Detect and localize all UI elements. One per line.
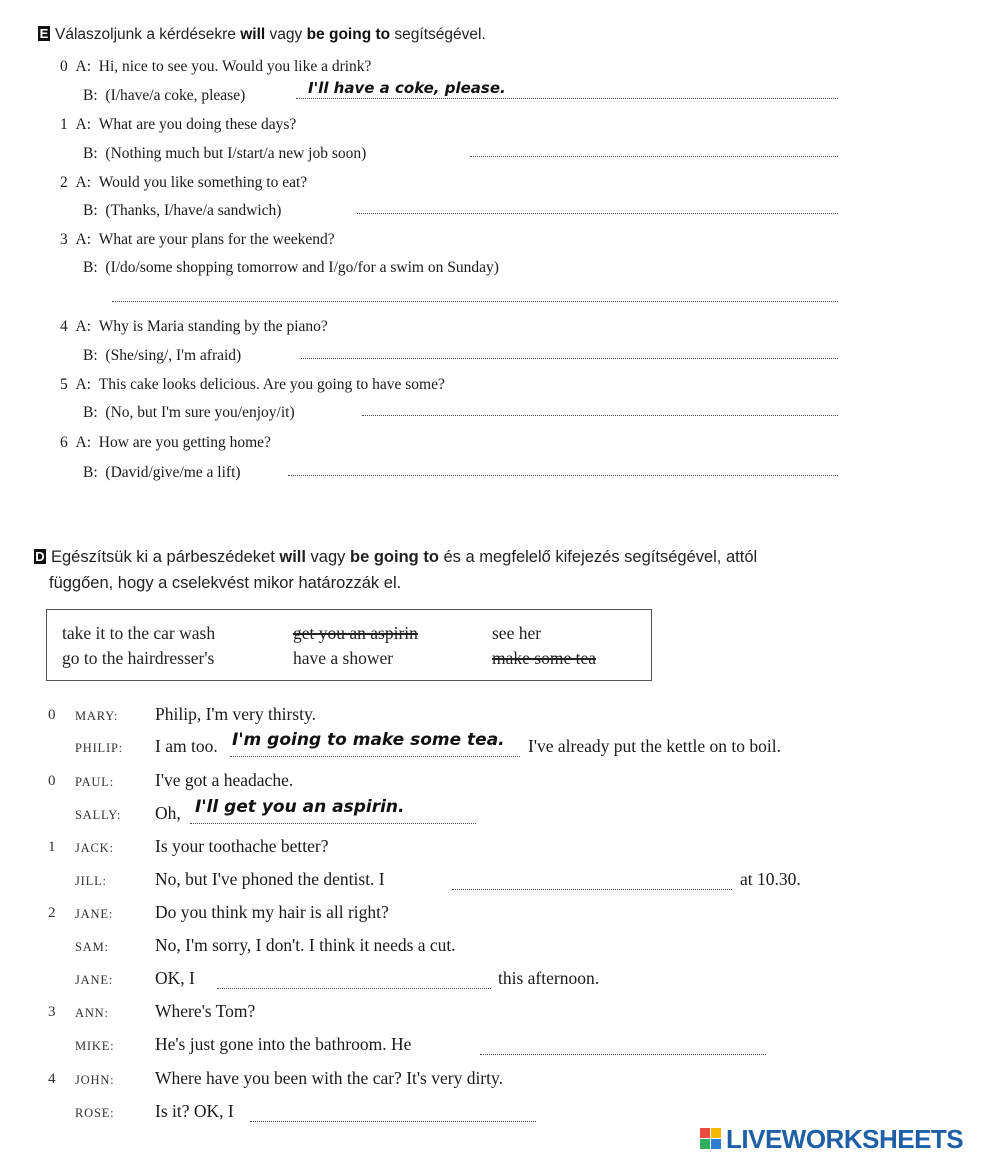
e-item-4-answer-field[interactable]: [301, 344, 838, 359]
d0-speaker-1: MARY:: [75, 709, 119, 723]
d0b-speaker-2: SALLY:: [75, 808, 122, 822]
d0-number: 0: [48, 707, 56, 723]
d0b-number: 0: [48, 773, 56, 789]
d2-answer-field[interactable]: [217, 974, 491, 989]
e-item-6-answer-field[interactable]: [288, 461, 838, 476]
e-item-2-prompt: B: (Thanks, I/have/a sandwich): [83, 202, 282, 219]
d2-line-3-post: this afternoon.: [498, 968, 600, 988]
d0-line-2-pre: I am too.: [155, 736, 218, 756]
e-item-1-prompt: B: (Nothing much but I/start/a new job soon): [83, 145, 367, 162]
exercise-d-letter-badge: D: [35, 549, 45, 564]
phrase-have-a-shower: have a shower: [293, 648, 394, 668]
d1-line-2-post: at 10.30.: [740, 869, 801, 889]
d1-line-1: Is your toothache better?: [155, 836, 329, 856]
d1-speaker-1: JACK:: [75, 841, 114, 855]
d0b-speaker-1: PAUL:: [75, 775, 114, 789]
e-item-4-prompt: B: (She/sing/, I'm afraid): [83, 347, 242, 364]
d0-line-1: Philip, I'm very thirsty.: [155, 704, 316, 724]
e-item-1-answer-field[interactable]: [470, 142, 838, 157]
d4-answer-field[interactable]: [250, 1107, 536, 1122]
d3-line-2-pre: He's just gone into the bathroom. He: [155, 1034, 412, 1054]
phrase-go-to-the-hairdressers: go to the hairdresser's: [62, 648, 215, 668]
exercise-e-letter-badge: E: [39, 26, 49, 41]
d3-line-1: Where's Tom?: [155, 1001, 256, 1021]
e-item-3-prompt: B: (I/do/some shopping tomorrow and I/go/for a swim on Sunday): [83, 259, 499, 276]
e-item-0-question: 0 A: Hi, nice to see you. Would you like a drink?: [60, 58, 372, 75]
phrase-take-it-to-the-car-wash: take it to the car wash: [62, 623, 216, 643]
d1-line-2-pre: No, but I've phoned the dentist. I: [155, 869, 385, 889]
e-item-6-prompt: B: (David/give/me a lift): [83, 464, 241, 481]
d0-line-2-post: I've already put the kettle on to boil.: [528, 736, 781, 756]
d2-line-2: No, I'm sorry, I don't. I think it needs a cut.: [155, 935, 456, 955]
d0b-answer-text: I'll get you an aspirin.: [195, 797, 405, 817]
e-item-5-question: 5 A: This cake looks delicious. Are you going to have some?: [60, 376, 445, 393]
d3-speaker-2: MIKE:: [75, 1039, 115, 1053]
e-item-4-question: 4 A: Why is Maria standing by the piano?: [60, 318, 328, 335]
d3-number: 3: [48, 1004, 56, 1020]
d0b-line-2-pre: Oh,: [155, 803, 181, 823]
exercise-d-instruction: D Egészítsük ki a párbeszédeket will vagy be going to és a megfelelő kifejezés segítségével, attól: [35, 548, 758, 566]
e-item-3-answer-field[interactable]: [112, 287, 838, 302]
d2-speaker-3: JANE:: [75, 973, 114, 987]
phrase-make-some-tea: make some tea: [492, 648, 596, 668]
phrase-box: [46, 609, 652, 681]
d4-speaker-2: ROSE:: [75, 1106, 115, 1120]
d0b-line-1: I've got a headache.: [155, 770, 294, 790]
e-item-1-question: 1 A: What are you doing these days?: [60, 116, 297, 133]
d3-answer-field[interactable]: [480, 1040, 766, 1055]
d1-answer-field[interactable]: [452, 875, 732, 890]
d0-speaker-2: PHILIP:: [75, 741, 123, 755]
d2-number: 2: [48, 905, 56, 921]
phrase-get-you-an-aspirin: get you an aspirin: [293, 623, 418, 643]
d2-line-1: Do you think my hair is all right?: [155, 902, 389, 922]
d3-speaker-1: ANN:: [75, 1006, 109, 1020]
e-item-6-question: 6 A: How are you getting home?: [60, 434, 271, 451]
e-item-5-answer-field[interactable]: [362, 401, 838, 416]
d4-number: 4: [48, 1071, 56, 1087]
d1-number: 1: [48, 839, 56, 855]
d4-line-2-pre: Is it? OK, I: [155, 1101, 234, 1121]
d4-line-1: Where have you been with the car? It's very dirty.: [155, 1068, 503, 1088]
d1-speaker-2: JILL:: [75, 874, 107, 888]
d0-answer-text: I'm going to make some tea.: [232, 730, 505, 750]
e-item-3-question: 3 A: What are your plans for the weekend?: [60, 231, 335, 248]
d2-speaker-2: SAM:: [75, 940, 109, 954]
exercise-d-instruction-line2: függően, hogy a cselekvést mikor határozzák el.: [49, 574, 402, 592]
e-item-2-question: 2 A: Would you like something to eat?: [60, 174, 308, 191]
e-item-0-answer-text: I'll have a coke, please.: [308, 79, 506, 97]
exercise-e-instruction: E Válaszoljunk a kérdésekre will vagy be going to segítségével.: [39, 26, 486, 43]
liveworksheets-logo-text[interactable]: LIVEWORKSHEETS: [726, 1124, 964, 1154]
phrase-see-her: see her: [492, 623, 542, 643]
e-item-5-prompt: B: (No, but I'm sure you/enjoy/it): [83, 404, 295, 421]
e-item-0-prompt: B: (I/have/a coke, please): [83, 87, 246, 104]
liveworksheets-logo-icon: [700, 1128, 722, 1150]
d2-speaker-1: JANE:: [75, 907, 114, 921]
e-item-2-answer-field[interactable]: [357, 199, 838, 214]
d2-line-3-pre: OK, I: [155, 968, 195, 988]
d4-speaker-1: JOHN:: [75, 1073, 115, 1087]
